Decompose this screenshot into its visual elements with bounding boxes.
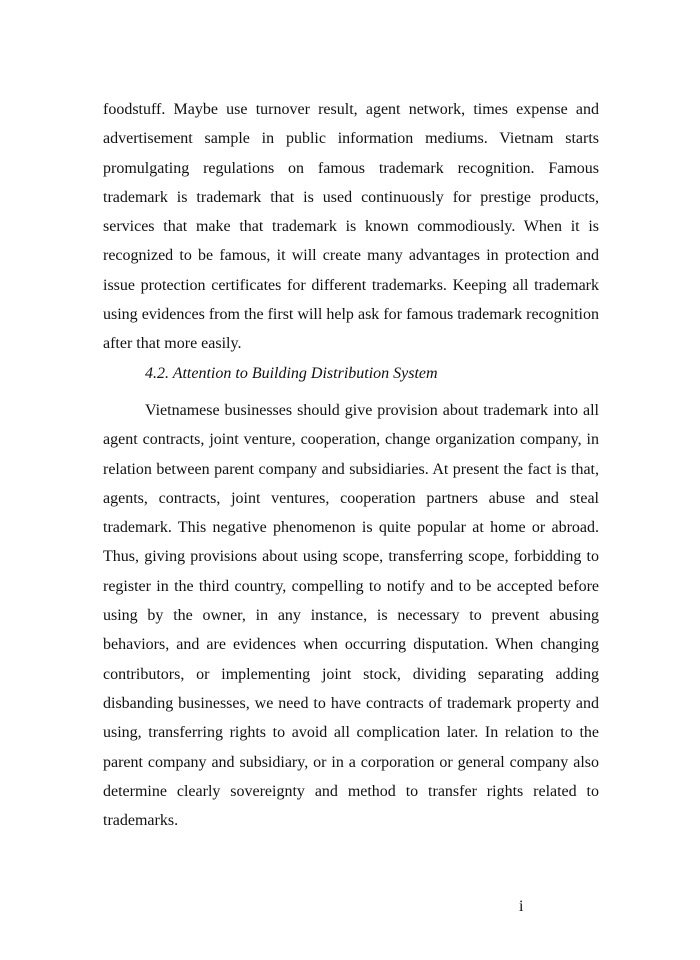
page-number: i <box>519 898 524 915</box>
paragraph-famous-trademark: foodstuff. Maybe use turnover result, agent network, times expense and advertisement sample in public information mediums. Vietnam starts promulgating regulations on famous trademark recognition. Famous trademark is trademark that is used continuously for prestige products, services that make that trademark is known commodiously. When it is recognized to be famous, it will create many advantages in protection and issue protection certificates for different trademarks. Keeping all trademark using evidences from the first will help ask for famous trademark recognition after that more easily. <box>103 101 599 353</box>
section-heading: 4.2. Attention to Building Distribution System <box>145 365 438 382</box>
paragraph-distribution-system: Vietnamese businesses should give provision about trademark into all agent contracts, joint venture, cooperation, change organization company, in relation between parent company and subsidiaries. At present the fact is that, agents, contracts, joint ventures, cooperation partners abuse and steal trademark. This negative phenomenon is quite popular at home or abroad. Thus, giving provisions about using scope, transferring scope, forbidding to register in the third country, compelling to notify and to be accepted before using by the owner, in any instance, is necessary to prevent abusing behaviors, and are evidences when occurring disputation. When changing contributors, or implementing joint stock, dividing separating adding disbanding businesses, we need to have contracts of trademark property and using, transferring rights to avoid all complication later. In relation to the parent company and subsidiary, or in a corporation or general company also determine clearly sovereignty and method to transfer rights related to trademarks. <box>103 402 599 830</box>
